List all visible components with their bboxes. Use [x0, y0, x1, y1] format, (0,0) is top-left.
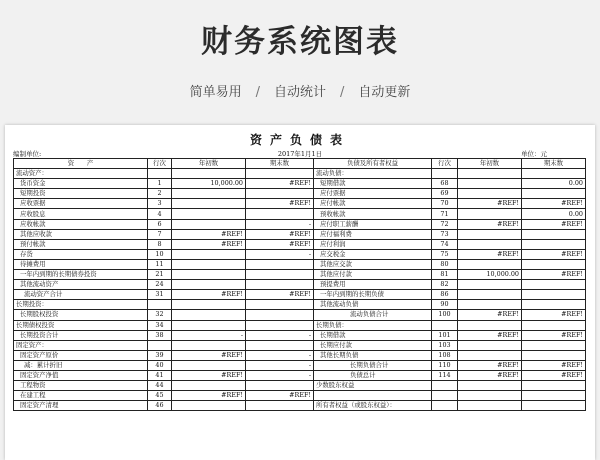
table-cell: 86: [432, 290, 458, 300]
table-cell: #REF!: [246, 239, 314, 249]
table-cell: #REF!: [522, 219, 586, 229]
table-cell: #REF!: [458, 199, 522, 209]
table-cell: 固定资产原价: [14, 350, 148, 360]
table-cell: [172, 219, 246, 229]
table-row: [14, 330, 586, 340]
separator: /: [340, 85, 345, 100]
table-cell: #REF!: [246, 199, 314, 209]
table-cell: 75: [432, 249, 458, 259]
table-cell: [172, 249, 246, 259]
table-cell: [172, 310, 246, 320]
column-header: 期末数: [522, 159, 586, 169]
table-cell: 应付福利费: [314, 229, 432, 239]
table-cell: [172, 280, 246, 290]
table-cell: [458, 290, 522, 300]
feature-easy: 简单易用: [189, 85, 242, 100]
table-cell: 长期应付款: [314, 340, 432, 350]
table-cell: 72: [432, 219, 458, 229]
table-cell: 10: [148, 249, 172, 259]
table-cell: 少数股东权益: [314, 381, 432, 391]
table-cell: [522, 169, 586, 179]
table-cell: 长期负债合计: [314, 360, 432, 370]
table-cell: [458, 259, 522, 269]
table-cell: 应付利润: [314, 239, 432, 249]
table-cell: 减：累计折旧: [14, 360, 148, 370]
table-row: [14, 239, 586, 249]
table-cell: [522, 381, 586, 391]
table-row: [14, 259, 586, 269]
table-cell: 预提费用: [314, 280, 432, 290]
table-cell: 长期投资合计: [14, 330, 148, 340]
table-cell: [522, 350, 586, 360]
table-cell: 应收股息: [14, 209, 148, 219]
table-cell: 4: [148, 209, 172, 219]
table-row: [14, 209, 586, 219]
table-cell: #REF!: [172, 239, 246, 249]
table-cell: [522, 259, 586, 269]
table-cell: [172, 169, 246, 179]
table-cell: #REF!: [522, 199, 586, 209]
table-row: [14, 199, 586, 209]
table-cell: 预收帐款: [314, 209, 432, 219]
table-cell: 应收帐款: [14, 219, 148, 229]
table-cell: 40: [148, 360, 172, 370]
table-row: [14, 280, 586, 290]
table-cell: 长期债权投资: [14, 320, 148, 330]
table-cell: #REF!: [458, 330, 522, 340]
table-cell: 10,000.00: [458, 270, 522, 280]
column-header: 行次: [148, 159, 172, 169]
table-header: [14, 159, 586, 169]
feature-auto-update: 自动更新: [358, 85, 411, 100]
table-cell: [458, 179, 522, 189]
table-cell: #REF!: [246, 229, 314, 239]
table-row: [14, 229, 586, 239]
table-row: [14, 310, 586, 320]
table-cell: 待摊费用: [14, 259, 148, 269]
table-cell: #REF!: [172, 391, 246, 401]
table-cell: [246, 340, 314, 350]
table-cell: 0.00: [522, 209, 586, 219]
table-cell: 其他流动负债: [314, 300, 432, 310]
table-row: [14, 169, 586, 179]
table-cell: [522, 300, 586, 310]
table-cell: 74: [432, 239, 458, 249]
table-cell: 应付职工薪酬: [314, 219, 432, 229]
table-cell: 21: [148, 270, 172, 280]
table-cell: [172, 270, 246, 280]
table-cell: [246, 310, 314, 320]
table-cell: 39: [148, 350, 172, 360]
table-cell: 80: [432, 259, 458, 269]
table-cell: 一年内到期的长期债券投资: [14, 270, 148, 280]
table-cell: 34: [148, 320, 172, 330]
table-cell: #REF!: [246, 179, 314, 189]
table-row: [14, 300, 586, 310]
table-cell: [148, 169, 172, 179]
table-cell: [172, 340, 246, 350]
table-cell: #REF!: [522, 330, 586, 340]
sheet-title: 资产负债表: [249, 133, 350, 147]
table-cell: 3: [148, 199, 172, 209]
table-cell: 其他应付款: [314, 270, 432, 280]
column-header: 行次: [432, 159, 458, 169]
table-cell: #REF!: [172, 229, 246, 239]
table-cell: [458, 209, 522, 219]
table-cell: 82: [432, 280, 458, 290]
table-cell: 10,000.00: [172, 179, 246, 189]
table-cell: [148, 340, 172, 350]
table-cell: [432, 391, 458, 401]
table-cell: [458, 239, 522, 249]
table-cell: 7: [148, 229, 172, 239]
table-cell: [172, 300, 246, 310]
table-cell: [246, 381, 314, 391]
table-cell: 长期负债：: [314, 320, 432, 330]
table-cell: 一年内到期的长期负债: [314, 290, 432, 300]
table-cell: 其他流动资产: [14, 280, 148, 290]
table-row: [14, 270, 586, 280]
table-cell: -: [246, 249, 314, 259]
table-cell: 负债总计: [314, 370, 432, 380]
table-row: [14, 189, 586, 199]
table-cell: [458, 381, 522, 391]
table-cell: [458, 350, 522, 360]
table-cell: 固定资产净值: [14, 370, 148, 380]
table-cell: 8: [148, 239, 172, 249]
table-cell: [246, 300, 314, 310]
table-cell: 11: [148, 259, 172, 269]
table-cell: 32: [148, 310, 172, 320]
balance-table: [13, 158, 586, 411]
unit-label: 单位：元: [521, 150, 547, 158]
table-row: [14, 350, 586, 360]
table-cell: [432, 320, 458, 330]
column-header: 负债及所有者权益: [314, 159, 432, 169]
company-label: 编制单位:: [13, 150, 42, 158]
table-cell: 应付帐款: [314, 199, 432, 209]
column-header: 期末数: [246, 159, 314, 169]
table-cell: -: [246, 350, 314, 360]
table-row: [14, 381, 586, 391]
table-cell: [246, 280, 314, 290]
table-cell: 44: [148, 381, 172, 391]
table-cell: [522, 189, 586, 199]
table-cell: 0.00: [522, 179, 586, 189]
table-cell: 预付帐款: [14, 239, 148, 249]
table-cell: #REF!: [458, 310, 522, 320]
table-cell: [246, 169, 314, 179]
table-cell: 24: [148, 280, 172, 290]
feature-list: [0, 84, 600, 102]
table-cell: [458, 229, 522, 239]
table-cell: [458, 340, 522, 350]
table-cell: 110: [432, 360, 458, 370]
table-cell: 长期股权投资: [14, 310, 148, 320]
table-cell: #REF!: [522, 310, 586, 320]
table-cell: [432, 381, 458, 391]
table-cell: [172, 199, 246, 209]
table-cell: 存货: [14, 249, 148, 259]
table-cell: 固定资产：: [14, 340, 148, 350]
table-cell: 73: [432, 229, 458, 239]
table-cell: 流动资产：: [14, 169, 148, 179]
table-cell: 90: [432, 300, 458, 310]
table-cell: [458, 169, 522, 179]
table-cell: 103: [432, 340, 458, 350]
table-cell: 所有者权益（或股东权益）：: [314, 401, 432, 411]
table-cell: 在建工程: [14, 391, 148, 401]
table-cell: 101: [432, 330, 458, 340]
table-row: [14, 320, 586, 330]
table-cell: 100: [432, 310, 458, 320]
table-cell: #REF!: [458, 370, 522, 380]
table-cell: 45: [148, 391, 172, 401]
table-cell: -: [246, 370, 314, 380]
table-cell: [522, 290, 586, 300]
table-cell: -: [246, 219, 314, 229]
table-cell: [522, 229, 586, 239]
table-cell: 流动资产合计: [14, 290, 148, 300]
table-row: [14, 340, 586, 350]
column-header: 资 产: [14, 159, 148, 169]
table-cell: [522, 320, 586, 330]
table-cell: [172, 209, 246, 219]
table-cell: #REF!: [458, 360, 522, 370]
table-cell: [458, 280, 522, 290]
table-row: [14, 391, 586, 401]
table-cell: 流动负债合计: [314, 310, 432, 320]
table-cell: 70: [432, 199, 458, 209]
table-cell: [172, 320, 246, 330]
table-cell: 81: [432, 270, 458, 280]
table-cell: #REF!: [522, 360, 586, 370]
table-cell: 69: [432, 189, 458, 199]
table-cell: [172, 360, 246, 370]
table-cell: 31: [148, 290, 172, 300]
table-cell: [172, 189, 246, 199]
table-cell: [522, 280, 586, 290]
feature-auto-stats: 自动统计: [273, 85, 326, 100]
column-header: 年初数: [172, 159, 246, 169]
table-cell: 应付票据: [314, 189, 432, 199]
table-cell: 38: [148, 330, 172, 340]
table-cell: 其他应收款: [14, 229, 148, 239]
table-row: [14, 219, 586, 229]
table-cell: [522, 340, 586, 350]
table-cell: [172, 401, 246, 411]
table-cell: #REF!: [172, 370, 246, 380]
table-cell: #REF!: [522, 249, 586, 259]
table-cell: 流动负债：: [314, 169, 432, 179]
table-row: [14, 179, 586, 189]
table-cell: [246, 189, 314, 199]
page-title: 财务系统图表: [201, 24, 399, 60]
table-cell: [458, 391, 522, 401]
table-cell: 长期借款: [314, 330, 432, 340]
table-cell: [246, 270, 314, 280]
table-cell: 货币资金: [14, 179, 148, 189]
table-cell: [246, 209, 314, 219]
table-cell: 短期投资: [14, 189, 148, 199]
table-cell: [172, 381, 246, 391]
table-cell: #REF!: [522, 370, 586, 380]
table-cell: [458, 189, 522, 199]
table-cell: 应收票据: [14, 199, 148, 209]
table-cell: #REF!: [172, 290, 246, 300]
column-header: 年初数: [458, 159, 522, 169]
table-cell: 应交税金: [314, 249, 432, 259]
balance-sheet: [5, 125, 595, 460]
table-cell: [522, 401, 586, 411]
table-cell: 其他应交款: [314, 259, 432, 269]
table-cell: 6: [148, 219, 172, 229]
table-cell: #REF!: [458, 219, 522, 229]
table-cell: #REF!: [522, 270, 586, 280]
table-cell: 其他长期负债: [314, 350, 432, 360]
table-cell: 固定资产清理: [14, 401, 148, 411]
table-cell: -: [246, 360, 314, 370]
table-cell: 114: [432, 370, 458, 380]
table-cell: [432, 401, 458, 411]
table-cell: [148, 300, 172, 310]
table-cell: 工程物资: [14, 381, 148, 391]
table-cell: 46: [148, 401, 172, 411]
table-cell: #REF!: [458, 249, 522, 259]
table-cell: [458, 320, 522, 330]
table-row: [14, 290, 586, 300]
table-cell: -: [172, 330, 246, 340]
table-cell: [458, 300, 522, 310]
table-cell: #REF!: [246, 391, 314, 401]
separator: /: [255, 85, 260, 100]
table-cell: 1: [148, 179, 172, 189]
table-cell: [522, 239, 586, 249]
table-cell: [432, 169, 458, 179]
table-row: [14, 249, 586, 259]
table-row: [14, 401, 586, 411]
table-cell: 71: [432, 209, 458, 219]
table-cell: 2: [148, 189, 172, 199]
table-cell: 108: [432, 350, 458, 360]
table-cell: #REF!: [172, 350, 246, 360]
table-cell: -: [246, 330, 314, 340]
table-cell: [246, 320, 314, 330]
table-cell: #REF!: [246, 290, 314, 300]
table-cell: [522, 391, 586, 401]
table-row: [14, 370, 586, 380]
table-cell: [458, 401, 522, 411]
table-cell: 41: [148, 370, 172, 380]
table-cell: [246, 259, 314, 269]
table-cell: 68: [432, 179, 458, 189]
table-cell: 长期投资：: [14, 300, 148, 310]
table-row: [14, 360, 586, 370]
table-cell: 短期借款: [314, 179, 432, 189]
table-cell: [314, 391, 432, 401]
table-cell: [246, 401, 314, 411]
table-cell: [172, 259, 246, 269]
sheet-date: 2017年1月1日: [277, 150, 323, 158]
